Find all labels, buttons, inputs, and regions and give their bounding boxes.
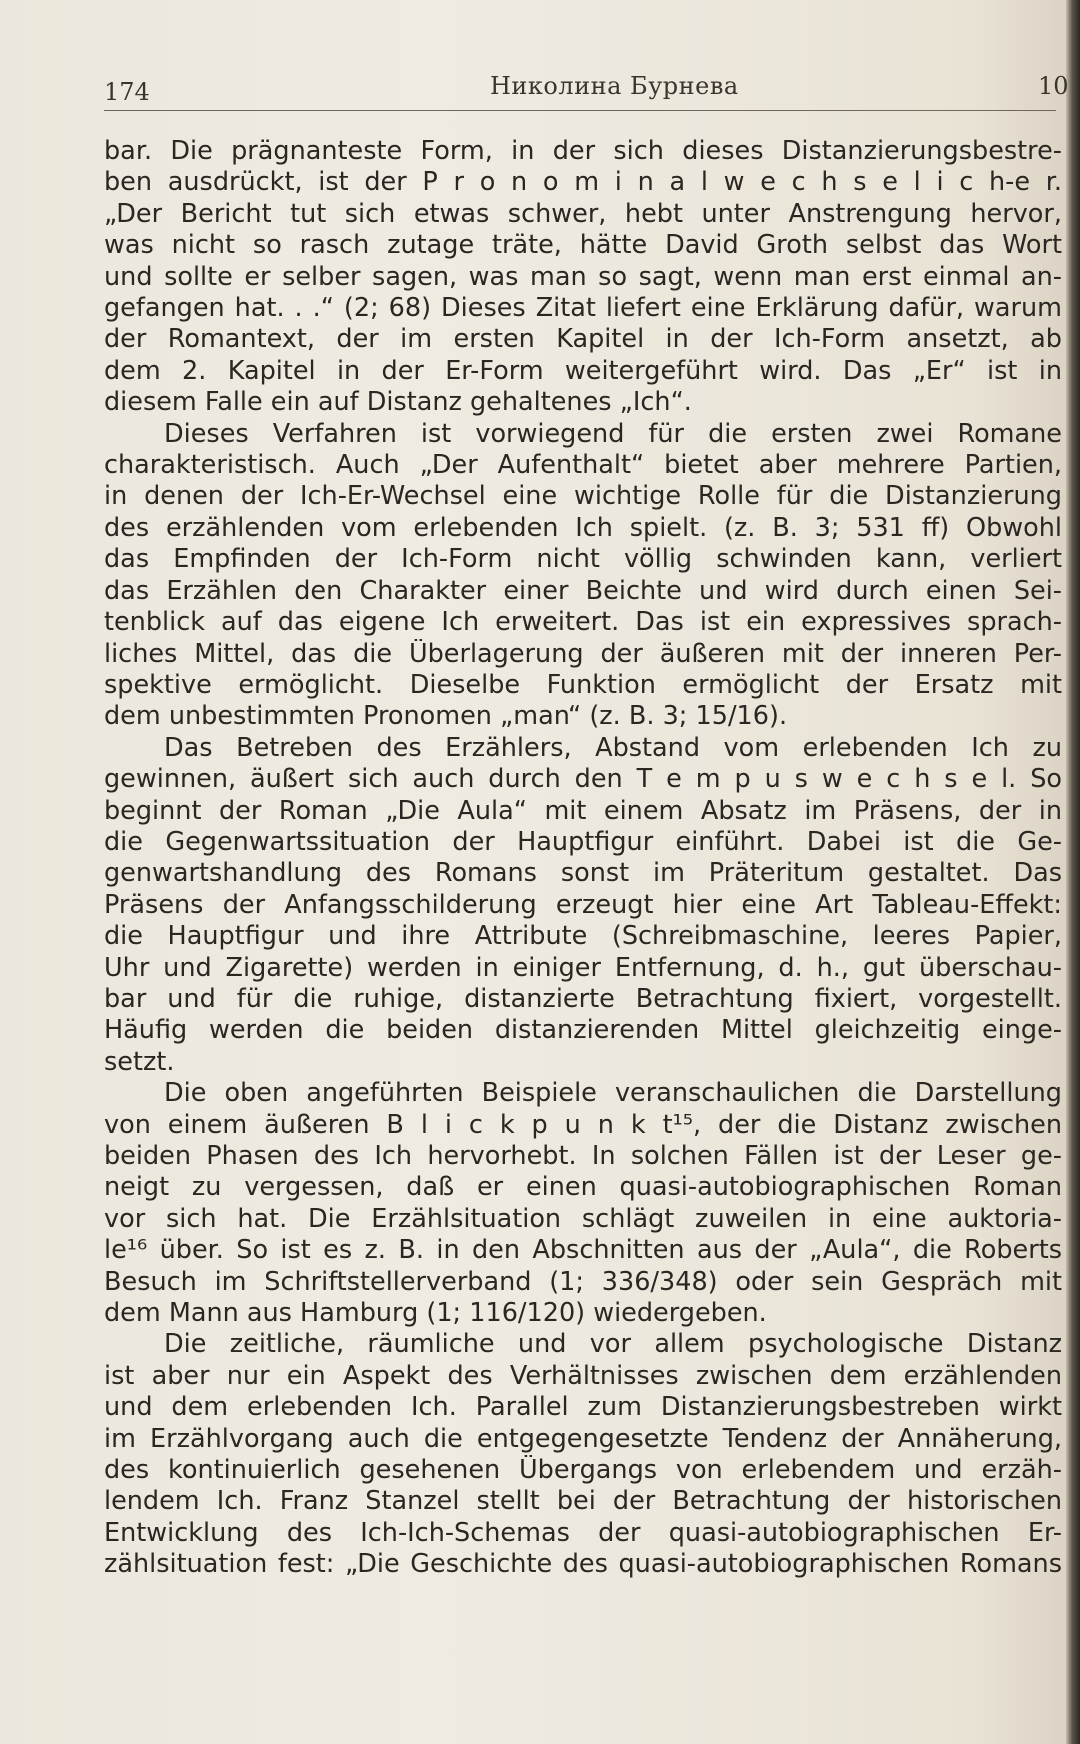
text-line: des erzählenden vom erlebenden Ich spielt. (z. B. 3; 531 ff) Obwohl bbox=[104, 512, 1062, 543]
text-line: beiden Phasen des Ich hervorhebt. In solchen Fällen ist der Leser ge- bbox=[104, 1141, 1062, 1171]
text-line: „Der Bericht tut sich etwas schwer, hebt unter Anstrengung hervor, bbox=[104, 198, 1062, 229]
text-line: und sollte er selber sagen, was man so sagt, wenn man erst einmal an- bbox=[104, 261, 1062, 292]
text-line: spektive ermöglicht. Dieselbe Funktion ermöglicht der Ersatz mit bbox=[104, 669, 1062, 700]
text-line: der Romantext, der im ersten Kapitel in der Ich-Form ansetzt, ab bbox=[104, 324, 1062, 355]
text-line: vor sich hat. Die Erzählsituation schlägt zuweilen in eine auktoria- bbox=[104, 1203, 1062, 1234]
text-line: die Gegenwartssituation der Hauptfigur einführt. Dabei ist die Ge- bbox=[104, 826, 1062, 857]
text-line: gefangen hat. . .“ (2; 68) Dieses Zitat liefert eine Erklärung dafür, warum bbox=[104, 293, 1062, 324]
text-line: Dieses Verfahren ist vorwiegend für die ersten zwei Romane bbox=[164, 418, 1062, 449]
text-line: beginnt der Roman „Die Aula“ mit einem Absatz im Präsens, der in bbox=[104, 795, 1062, 826]
text-line: liches Mittel, das die Überlagerung der äußeren mit der inneren Per- bbox=[104, 638, 1062, 669]
text-line: die Hauptfigur und ihre Attribute (Schreibmaschine, leeres Papier, bbox=[104, 921, 1062, 952]
text-line: ben ausdrückt, ist der P r o n o m i n a l w e c h s e l i c h-e r. bbox=[104, 167, 1062, 198]
edge-page-mark: 10 bbox=[1038, 72, 1069, 100]
text-line: Häufig werden die beiden distanzierenden Mittel gleichzeitig einge- bbox=[104, 1015, 1062, 1046]
text-line: dem unbestimmten Pronomen „man“ (z. B. 3; 15/16). bbox=[104, 701, 788, 732]
text-line: und dem erlebenden Ich. Parallel zum Distanzierungsbestreben wirkt bbox=[104, 1392, 1062, 1423]
header-rule bbox=[104, 110, 1056, 111]
text-line: bar. Die prägnanteste Form, in der sich dieses Distanzierungsbestre- bbox=[104, 136, 1062, 166]
text-line: in denen der Ich-Er-Wechsel eine wichtige Rolle für die Distanzierung bbox=[104, 481, 1062, 512]
text-line: tenblick auf das eigene Ich erweitert. Das ist ein expressives sprach- bbox=[104, 607, 1062, 638]
text-line: lendem Ich. Franz Stanzel stellt bei der Betrachtung der historischen bbox=[104, 1486, 1062, 1517]
text-line: was nicht so rasch zutage träte, hätte David Groth selbst das Wort bbox=[104, 230, 1062, 261]
text-line: ist aber nur ein Aspekt des Verhältnisses zwischen dem erzählenden bbox=[104, 1360, 1062, 1391]
text-line: Besuch im Schriftstellerverband (1; 336/348) oder sein Gespräch mit bbox=[104, 1266, 1062, 1297]
text-line: Entwicklung des Ich-Ich-Schemas der quasi-autobiographischen Er- bbox=[104, 1517, 1062, 1548]
text-line: Die oben angeführten Beispiele veranschaulichen die Darstellung bbox=[164, 1078, 1062, 1109]
text-line: le¹⁶ über. So ist es z. B. in den Abschnitten aus der „Aula“, die Roberts bbox=[104, 1235, 1062, 1266]
text-line: setzt. bbox=[104, 1046, 175, 1077]
text-line: gewinnen, äußert sich auch durch den T e m p u s w e c h s e l. So bbox=[104, 764, 1062, 795]
text-line: im Erzählvorgang auch die entgegengesetzte Tendenz der Annäherung, bbox=[104, 1423, 1062, 1454]
text-line: das Erzählen den Charakter einer Beichte und wird durch einen Sei- bbox=[104, 575, 1062, 606]
text-line: Die zeitliche, räumliche und vor allem psychologische Distanz bbox=[164, 1329, 1062, 1360]
body-text bbox=[104, 136, 1062, 1581]
page-edge-shadow bbox=[1066, 0, 1080, 1744]
text-line: das Empfinden der Ich-Form nicht völlig schwinden kann, verliert bbox=[104, 544, 1062, 575]
text-line: neigt zu vergessen, daß er einen quasi-autobiographischen Roman bbox=[104, 1172, 1062, 1203]
text-line: Uhr und Zigarette) werden in einiger Entfernung, d. h., gut überschau- bbox=[104, 952, 1062, 983]
text-line: des kontinuierlich gesehenen Übergangs von erlebendem und erzäh- bbox=[104, 1455, 1062, 1486]
text-line: diesem Falle ein auf Distanz gehaltenes „Ich“. bbox=[104, 387, 692, 418]
text-line: dem Mann aus Hamburg (1; 116/120) wiedergeben. bbox=[104, 1298, 767, 1329]
text-line: von einem äußeren B l i c k p u n k t¹⁵, der die Distanz zwischen bbox=[104, 1109, 1062, 1140]
running-title: Николина Бурнева bbox=[490, 72, 739, 100]
text-line: genwartshandlung des Romans sonst im Präteritum gestaltet. Das bbox=[104, 858, 1062, 889]
text-line: charakteristisch. Auch „Der Aufenthalt“ bietet aber mehrere Partien, bbox=[104, 450, 1062, 481]
page-number: 174 bbox=[104, 78, 150, 106]
text-line: Präsens der Anfangsschilderung erzeugt hier eine Art Tableau-Effekt: bbox=[104, 889, 1062, 920]
text-line: bar und für die ruhige, distanzierte Betrachtung fixiert, vorgestellt. bbox=[104, 983, 1062, 1014]
text-line: zählsituation fest: „Die Geschichte des quasi-autobiographischen Romans bbox=[104, 1549, 1062, 1580]
text-line: dem 2. Kapitel in der Er-Form weitergeführt wird. Das „Er“ ist in bbox=[104, 355, 1062, 386]
text-line: Das Betreben des Erzählers, Abstand vom erlebenden Ich zu bbox=[164, 732, 1062, 763]
running-header bbox=[104, 68, 1069, 108]
